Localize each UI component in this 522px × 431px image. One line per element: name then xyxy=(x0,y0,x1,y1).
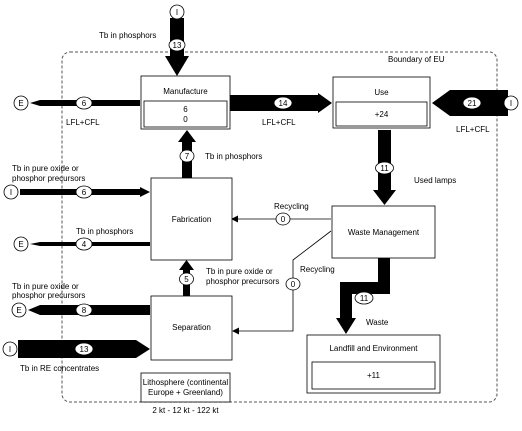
flow-label-line1: Tb in pure oxide or xyxy=(12,282,79,291)
flow-value: 0 xyxy=(280,215,286,224)
process-stock: +24 xyxy=(374,110,389,119)
export-marker-letter: E xyxy=(16,306,22,315)
process-fabrication xyxy=(151,178,232,260)
process-title-line2: Europe + Greenland) xyxy=(148,388,223,397)
flow-label-line2: phosphor precursors xyxy=(206,277,280,286)
flow-label: Recycling xyxy=(300,265,335,274)
flow-value: 7 xyxy=(184,152,190,161)
export-marker-letter: E xyxy=(18,99,24,108)
flow-label-line2: phosphor precursors xyxy=(12,174,86,183)
process-lithosphere xyxy=(141,373,230,415)
flow-label: Waste xyxy=(366,318,389,327)
flow-import-use xyxy=(432,90,508,134)
flow-value: 8 xyxy=(81,306,87,315)
flow-value: 4 xyxy=(81,240,87,249)
flow-use-waste xyxy=(373,130,456,205)
flow-value: 6 xyxy=(81,99,87,108)
flow-label: LFL+CFL xyxy=(456,125,490,134)
process-stock-bottom: 0 xyxy=(183,115,188,124)
flow-label-line1: Tb in pure oxide or xyxy=(206,267,273,276)
flow-label: Tb in phosphors xyxy=(76,227,134,236)
flow-label: LFL+CFL xyxy=(262,118,296,127)
flow-value: 13 xyxy=(172,41,182,50)
flow-value: 13 xyxy=(79,345,89,354)
process-manufacture xyxy=(141,76,230,129)
process-use xyxy=(333,77,430,128)
process-title: Manufacture xyxy=(163,87,208,96)
flow-import-manufacture xyxy=(99,18,189,76)
process-title: Waste Management xyxy=(347,228,420,237)
flow-separation-export xyxy=(12,282,150,316)
flow-manufacture-use xyxy=(230,93,332,127)
flow-value: 11 xyxy=(359,294,369,303)
eu-boundary-label: Boundary of EU xyxy=(388,55,445,64)
flow-import-separation xyxy=(18,340,150,373)
flow-label: Used lamps xyxy=(414,176,457,185)
flow-label-line1: Tb in pure oxide or xyxy=(12,164,79,173)
flow-separation-fabrication xyxy=(179,260,279,296)
process-title: Use xyxy=(374,88,389,97)
export-marker-fabrication xyxy=(14,237,28,251)
flow-value: 0 xyxy=(290,280,296,289)
flow-value: 5 xyxy=(184,275,189,284)
process-title: Separation xyxy=(172,323,211,332)
flow-label: Recycling xyxy=(274,202,309,211)
import-marker-use xyxy=(504,96,518,110)
process-stock-top: 6 xyxy=(183,105,188,114)
flow-label-line2: phosphor precursors xyxy=(12,291,86,300)
process-waste-management xyxy=(332,206,435,258)
export-marker-letter: E xyxy=(18,240,24,249)
import-marker-letter: I xyxy=(9,188,13,197)
flow-label: Tb in phosphors xyxy=(205,152,263,161)
flow-manufacture-export xyxy=(30,97,140,127)
flow-label: Tb in phosphors xyxy=(99,31,157,40)
flow-recycling-fabrication xyxy=(232,202,331,225)
flow-label: Tb in RE concentrates xyxy=(20,364,100,373)
flow-fabrication-manufacture xyxy=(178,130,262,178)
import-marker-letter: I xyxy=(175,8,179,17)
process-stock: +11 xyxy=(367,371,380,380)
lithosphere-reserves: 2 kt - 12 kt - 122 kt xyxy=(152,406,219,415)
import-marker-manufacture xyxy=(170,5,184,19)
flow-value: 11 xyxy=(380,164,389,173)
process-title: Landfill and Environment xyxy=(329,344,418,353)
export-marker-manufacture xyxy=(14,96,28,110)
import-marker-letter: I xyxy=(8,345,12,354)
flow-value: 14 xyxy=(278,99,288,108)
import-marker-fabrication xyxy=(4,185,18,199)
process-title: Fabrication xyxy=(171,215,212,224)
process-landfill xyxy=(307,335,440,393)
process-title-line1: Lithosphere (continental xyxy=(142,378,229,387)
flow-value: 21 xyxy=(467,99,477,108)
flow-value: 6 xyxy=(81,188,87,197)
flow-fabrication-export xyxy=(30,227,150,250)
process-separation xyxy=(151,296,232,360)
flow-label: LFL+CFL xyxy=(66,118,100,127)
flow-import-fabrication xyxy=(9,164,150,198)
import-marker-separation xyxy=(3,342,17,356)
flow-waste-landfill xyxy=(336,258,390,334)
export-marker-separation xyxy=(12,303,26,317)
import-marker-letter: I xyxy=(509,99,513,108)
